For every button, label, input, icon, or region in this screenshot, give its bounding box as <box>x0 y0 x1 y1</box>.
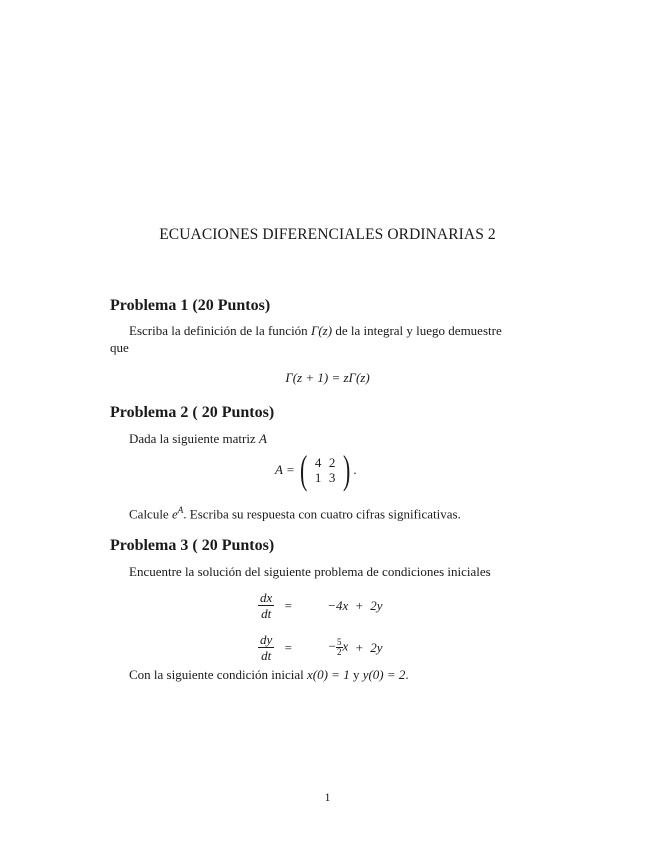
problem-2-heading: Problema 2 ( 20 Puntos) <box>110 404 275 421</box>
right-paren: ) <box>343 447 351 492</box>
cond-text: Con la siguiente condición inicial <box>129 667 307 682</box>
exp-base: e <box>171 506 178 522</box>
ode-equation-1 <box>258 590 400 621</box>
plus-sign: + <box>355 639 363 655</box>
matrix-name: A <box>258 431 267 446</box>
term-1: −4x <box>327 597 349 613</box>
problem-1-statement <box>110 322 540 356</box>
exp-superscript: A <box>177 505 184 515</box>
problem-1-text-c: que <box>110 340 129 355</box>
matrix-cell: 1 <box>314 470 322 485</box>
matrix-grid <box>311 455 339 485</box>
cond-x: x(0) = 1 <box>307 667 350 682</box>
problem-3-heading: Problema 3 ( 20 Puntos) <box>110 537 275 554</box>
equals-sign: = <box>284 639 292 655</box>
left-paren: ( <box>299 447 308 492</box>
coef-numerator: 5 <box>337 637 342 647</box>
problem-1-text-b: de la integral y luego demuestre <box>332 323 502 338</box>
derivative-dy-dt <box>258 632 274 663</box>
page-number: 1 <box>324 790 331 804</box>
calc-text-b: . Escriba su respuesta con cuatro cifras significativas. <box>183 506 461 522</box>
problem-1-equation <box>0 370 655 386</box>
problem-1-heading: Problema 1 (20 Puntos) <box>110 297 271 314</box>
problem-1-gamma-z: Γ(z) <box>310 323 333 338</box>
frac-numerator: dy <box>260 632 273 647</box>
problem-3-intro: Encuentre la solución del siguiente problema de condiciones iniciales <box>129 564 491 579</box>
frac-denominator: dt <box>261 648 272 663</box>
coef-sign: − <box>328 638 336 654</box>
cond-end: . <box>405 667 409 682</box>
matrix-period: . <box>353 462 357 477</box>
initial-condition <box>129 666 409 683</box>
frac-denominator: dt <box>261 606 272 621</box>
cond-sep: y <box>349 667 363 682</box>
equals-sign: = <box>284 597 292 613</box>
problem-1-text-a: Escriba la definición de la función <box>129 323 311 338</box>
problem-2-intro-text: Dada la siguiente matriz <box>129 431 259 446</box>
problem-2-calc <box>129 502 461 522</box>
term-2: 2y <box>370 597 383 613</box>
matrix-cell: 4 <box>314 455 322 470</box>
derivative-dx-dt <box>258 590 274 621</box>
ode-equation-2 <box>258 632 400 663</box>
matrix-lhs: A = <box>275 462 295 477</box>
matrix-equation <box>275 447 357 492</box>
calc-text-a: Calcule <box>129 506 172 522</box>
term-1 <box>302 638 348 657</box>
term-2: 2y <box>370 639 383 655</box>
coef-variable: x <box>342 638 349 654</box>
plus-sign: + <box>355 597 363 613</box>
coef-denominator: 2 <box>337 647 342 657</box>
document-title: ECUACIONES DIFERENCIALES ORDINARIAS 2 <box>159 226 496 243</box>
frac-numerator: dx <box>260 590 273 605</box>
matrix-cell: 2 <box>328 455 336 470</box>
matrix-cell: 3 <box>328 470 336 485</box>
cond-y: y(0) = 2 <box>362 667 406 682</box>
problem-2-intro <box>129 430 267 447</box>
gamma-identity: Γ(z + 1) = zΓ(z) <box>285 370 370 385</box>
